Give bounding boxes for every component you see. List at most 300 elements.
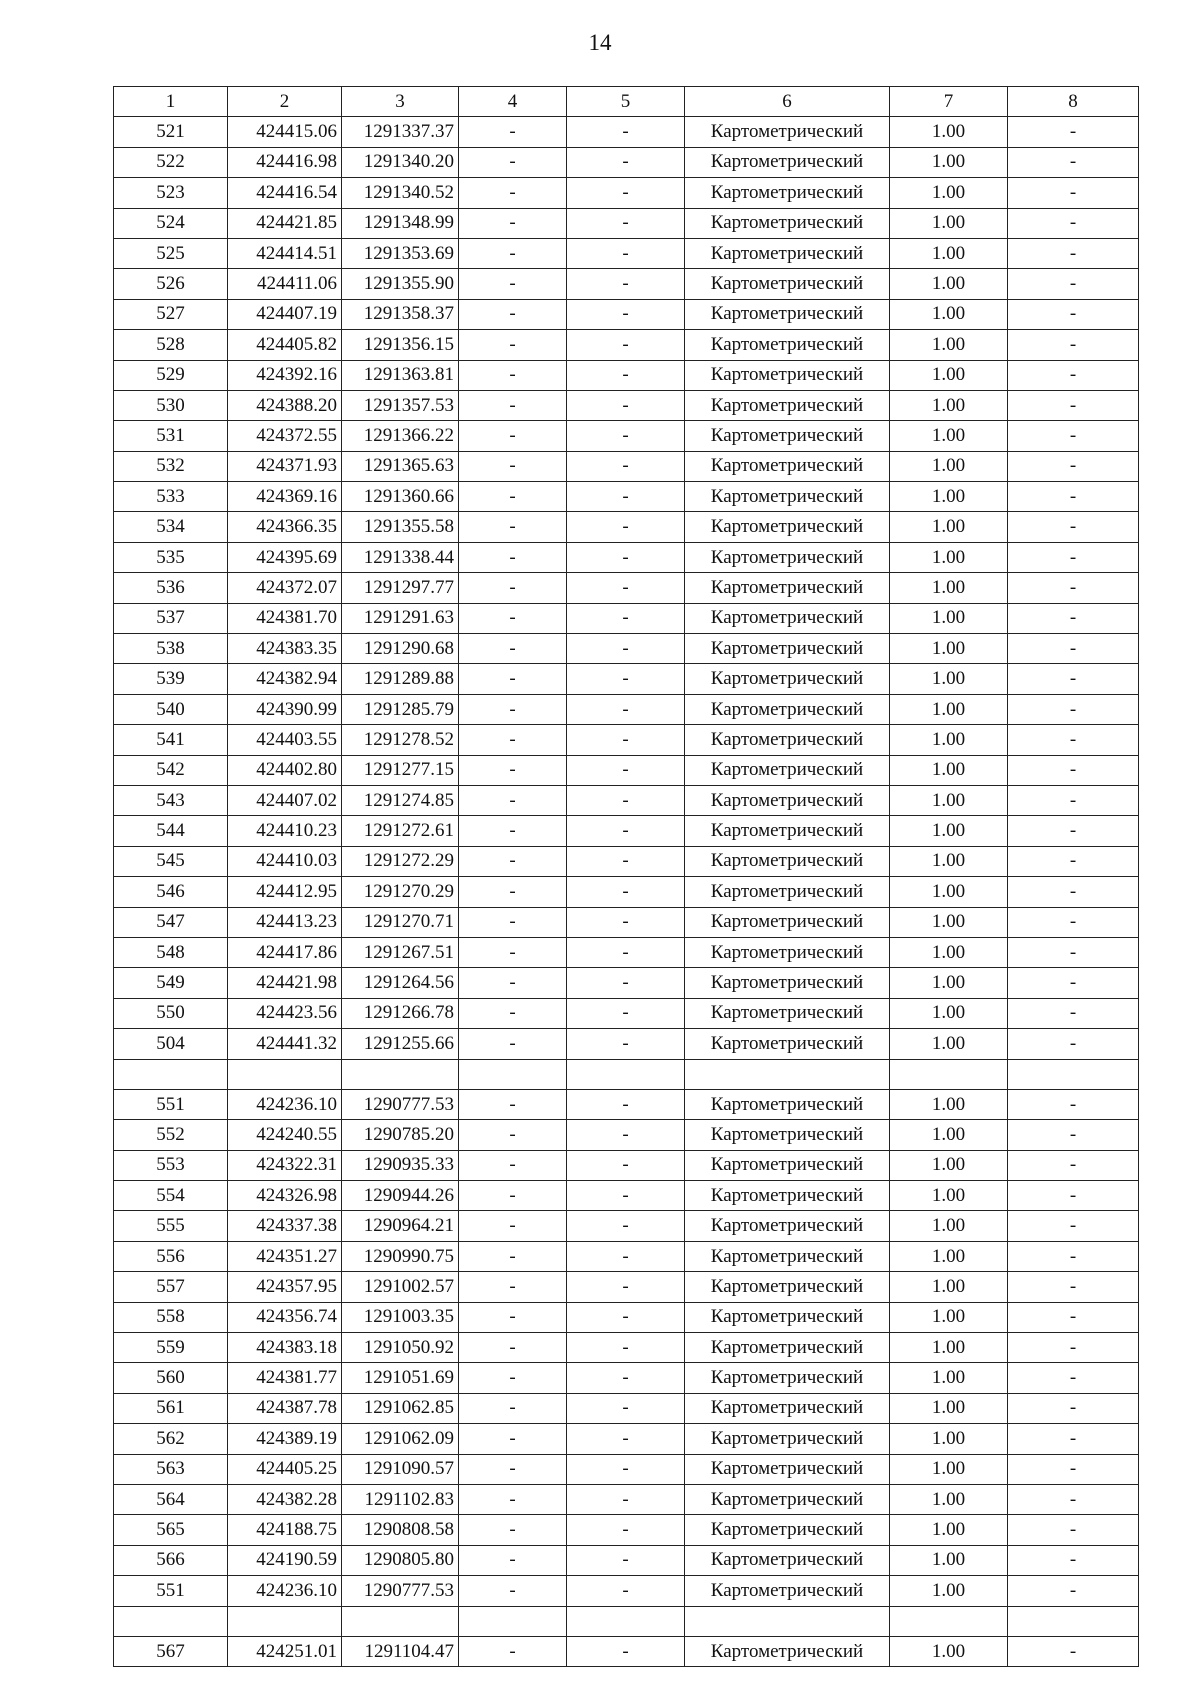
table-cell-col-1: 545 [114, 846, 228, 876]
table-cell-col-7: 1.00 [890, 390, 1008, 420]
table-cell-col-8: - [1008, 907, 1139, 937]
table-cell-col-5: - [567, 1241, 685, 1271]
table-cell-col-5: - [567, 1150, 685, 1180]
table-cell-col-1: 541 [114, 725, 228, 755]
column-header: 4 [459, 87, 567, 117]
table-cell-col-8: - [1008, 208, 1139, 238]
table-cell-col-2: 424357.95 [228, 1272, 342, 1302]
table-cell-col-1: 534 [114, 512, 228, 542]
table-cell-col-7: 1.00 [890, 1302, 1008, 1332]
table-cell-col-4 [459, 1059, 567, 1089]
table-cell-col-1: 522 [114, 147, 228, 177]
table-cell-col-7: 1.00 [890, 1211, 1008, 1241]
table-row [114, 1636, 1139, 1666]
table-cell-col-4: - [459, 1241, 567, 1271]
table-cell-col-4: - [459, 542, 567, 572]
table-cell-col-8: - [1008, 542, 1139, 572]
table-cell-col-7: 1.00 [890, 512, 1008, 542]
table-cell-col-2 [228, 1606, 342, 1636]
table-cell-col-2 [228, 1059, 342, 1089]
table-cell-col-6: Картометрический [685, 1363, 890, 1393]
table-cell-col-1: 547 [114, 907, 228, 937]
table-cell-col-8: - [1008, 877, 1139, 907]
table-cell-col-5: - [567, 1272, 685, 1302]
table-cell-col-7: 1.00 [890, 603, 1008, 633]
table-cell-col-1: 542 [114, 755, 228, 785]
table-cell-col-4: - [459, 178, 567, 208]
table-cell-col-8: - [1008, 1393, 1139, 1423]
table-cell-col-8: - [1008, 1576, 1139, 1606]
table-cell-col-8: - [1008, 694, 1139, 724]
table-cell-col-3: 1291357.53 [342, 390, 459, 420]
table-cell-col-4: - [459, 512, 567, 542]
table-cell-col-6: Картометрический [685, 968, 890, 998]
table-row [114, 694, 1139, 724]
table-cell-col-7: 1.00 [890, 816, 1008, 846]
table-cell-col-4: - [459, 725, 567, 755]
table-cell-col-3: 1291340.52 [342, 178, 459, 208]
table-cell-col-8: - [1008, 1424, 1139, 1454]
table-cell-col-7: 1.00 [890, 1454, 1008, 1484]
table-cell-col-3: 1291002.57 [342, 1272, 459, 1302]
table-cell-col-5: - [567, 725, 685, 755]
table-cell-col-3: 1290990.75 [342, 1241, 459, 1271]
coordinates-table [113, 86, 1139, 1667]
table-cell-col-5: - [567, 998, 685, 1028]
table-cell-col-3: 1291285.79 [342, 694, 459, 724]
table-cell-col-1: 554 [114, 1181, 228, 1211]
table-cell-col-5: - [567, 117, 685, 147]
table-cell-col-5: - [567, 755, 685, 785]
table-cell-col-3: 1291270.29 [342, 877, 459, 907]
table-cell-col-1: 544 [114, 816, 228, 846]
table-cell-col-2: 424240.55 [228, 1120, 342, 1150]
table-cell-col-2: 424389.19 [228, 1424, 342, 1454]
table-cell-col-7: 1.00 [890, 1636, 1008, 1666]
column-header: 2 [228, 87, 342, 117]
table-cell-col-2: 424410.03 [228, 846, 342, 876]
table-cell-col-7: 1.00 [890, 877, 1008, 907]
table-cell-col-2: 424383.18 [228, 1333, 342, 1363]
table-cell-col-1: 525 [114, 238, 228, 268]
table-cell-col-1: 555 [114, 1211, 228, 1241]
table-cell-col-3: 1290777.53 [342, 1089, 459, 1119]
table-cell-col-4: - [459, 694, 567, 724]
table-cell-col-6 [685, 1606, 890, 1636]
table-row [114, 1545, 1139, 1575]
table-cell-col-7 [890, 1606, 1008, 1636]
table-cell-col-8: - [1008, 846, 1139, 876]
table-cell-col-7: 1.00 [890, 330, 1008, 360]
table-cell-col-3: 1291365.63 [342, 451, 459, 481]
table-cell-col-4: - [459, 1424, 567, 1454]
table-cell-col-5: - [567, 937, 685, 967]
table-row [114, 664, 1139, 694]
table-cell-col-1: 549 [114, 968, 228, 998]
table-cell-col-4: - [459, 1302, 567, 1332]
table-cell-col-6: Картометрический [685, 1120, 890, 1150]
table-cell-col-5: - [567, 238, 685, 268]
table-cell-col-3: 1291363.81 [342, 360, 459, 390]
table-cell-col-6: Картометрический [685, 1211, 890, 1241]
table-cell-col-6: Картометрический [685, 1029, 890, 1059]
table-row [114, 603, 1139, 633]
table-cell-col-8: - [1008, 1241, 1139, 1271]
table-cell-col-8 [1008, 1059, 1139, 1089]
table-cell-col-5: - [567, 877, 685, 907]
table-cell-col-7: 1.00 [890, 1393, 1008, 1423]
table-cell-col-2: 424390.99 [228, 694, 342, 724]
table-cell-col-3: 1290964.21 [342, 1211, 459, 1241]
table-cell-col-4: - [459, 1211, 567, 1241]
table-cell-col-5: - [567, 390, 685, 420]
table-row [114, 1241, 1139, 1271]
table-cell-col-5: - [567, 694, 685, 724]
table-cell-col-7: 1.00 [890, 846, 1008, 876]
table-cell-col-1: 560 [114, 1363, 228, 1393]
table-row [114, 1059, 1139, 1089]
table-cell-col-8: - [1008, 390, 1139, 420]
table-cell-col-4: - [459, 907, 567, 937]
table-row [114, 968, 1139, 998]
table-cell-col-5: - [567, 1424, 685, 1454]
table-cell-col-8: - [1008, 634, 1139, 664]
table-cell-col-7: 1.00 [890, 451, 1008, 481]
table-cell-col-4: - [459, 664, 567, 694]
table-cell-col-2: 424366.35 [228, 512, 342, 542]
table-cell-col-4: - [459, 846, 567, 876]
table-row [114, 1120, 1139, 1150]
table-cell-col-6: Картометрический [685, 1454, 890, 1484]
table-cell-col-1: 561 [114, 1393, 228, 1423]
table-cell-col-3: 1291355.90 [342, 269, 459, 299]
table-cell-col-5: - [567, 573, 685, 603]
table-cell-col-4: - [459, 238, 567, 268]
table-cell-col-6: Картометрический [685, 299, 890, 329]
table-cell-col-7: 1.00 [890, 634, 1008, 664]
table-cell-col-7: 1.00 [890, 1241, 1008, 1271]
table-cell-col-3: 1291348.99 [342, 208, 459, 238]
table-cell-col-6: Картометрический [685, 1484, 890, 1514]
table-cell-col-5: - [567, 664, 685, 694]
table-cell-col-4: - [459, 1029, 567, 1059]
table-cell-col-5: - [567, 907, 685, 937]
table-cell-col-6: Картометрический [685, 1515, 890, 1545]
table-cell-col-5: - [567, 269, 685, 299]
table-cell-col-5: - [567, 147, 685, 177]
table-cell-col-7: 1.00 [890, 725, 1008, 755]
table-cell-col-8: - [1008, 1029, 1139, 1059]
table-row [114, 998, 1139, 1028]
table-cell-col-4: - [459, 1272, 567, 1302]
table-cell-col-6: Картометрический [685, 998, 890, 1028]
table-cell-col-6: Картометрический [685, 1636, 890, 1666]
table-row [114, 755, 1139, 785]
table-cell-col-7: 1.00 [890, 147, 1008, 177]
column-header: 7 [890, 87, 1008, 117]
table-cell-col-8: - [1008, 1636, 1139, 1666]
table-cell-col-4: - [459, 482, 567, 512]
table-cell-col-4: - [459, 937, 567, 967]
table-cell-col-7: 1.00 [890, 1424, 1008, 1454]
table-row [114, 512, 1139, 542]
table-cell-col-5: - [567, 1333, 685, 1363]
table-row [114, 1333, 1139, 1363]
table-cell-col-5 [567, 1606, 685, 1636]
table-cell-col-5: - [567, 208, 685, 238]
table-cell-col-1: 551 [114, 1089, 228, 1119]
table-row [114, 1029, 1139, 1059]
table-row [114, 725, 1139, 755]
table-header-row [114, 87, 1139, 117]
table-cell-col-8: - [1008, 299, 1139, 329]
table-cell-col-7: 1.00 [890, 907, 1008, 937]
table-cell-col-3: 1291337.37 [342, 117, 459, 147]
table-cell-col-4: - [459, 1545, 567, 1575]
table-cell-col-1: 563 [114, 1454, 228, 1484]
table-cell-col-8: - [1008, 1272, 1139, 1302]
table-cell-col-8: - [1008, 1211, 1139, 1241]
table-cell-col-1: 557 [114, 1272, 228, 1302]
table-cell-col-5: - [567, 846, 685, 876]
table-row [114, 330, 1139, 360]
table-cell-col-1: 532 [114, 451, 228, 481]
table-cell-col-1: 536 [114, 573, 228, 603]
table-cell-col-8: - [1008, 1302, 1139, 1332]
table-cell-col-1: 553 [114, 1150, 228, 1180]
table-cell-col-3: 1291358.37 [342, 299, 459, 329]
table-cell-col-5: - [567, 1515, 685, 1545]
table-cell-col-8 [1008, 1606, 1139, 1636]
table-cell-col-3: 1290808.58 [342, 1515, 459, 1545]
table-cell-col-2: 424413.23 [228, 907, 342, 937]
table-cell-col-3: 1291277.15 [342, 755, 459, 785]
column-header: 6 [685, 87, 890, 117]
table-cell-col-5: - [567, 1089, 685, 1119]
table-cell-col-2: 424416.98 [228, 147, 342, 177]
table-cell-col-8: - [1008, 1150, 1139, 1180]
table-cell-col-5: - [567, 1363, 685, 1393]
table-cell-col-6: Картометрический [685, 178, 890, 208]
table-cell-col-1: 551 [114, 1576, 228, 1606]
table-row [114, 1393, 1139, 1423]
table-cell-col-6: Картометрический [685, 1424, 890, 1454]
table-cell-col-5: - [567, 1211, 685, 1241]
table-cell-col-2: 424403.55 [228, 725, 342, 755]
table-cell-col-5 [567, 1059, 685, 1089]
table-cell-col-7: 1.00 [890, 1150, 1008, 1180]
table-cell-col-3: 1291090.57 [342, 1454, 459, 1484]
table-cell-col-7: 1.00 [890, 421, 1008, 451]
table-cell-col-6: Картометрический [685, 785, 890, 815]
table-cell-col-8: - [1008, 178, 1139, 208]
table-cell-col-6: Картометрический [685, 1272, 890, 1302]
table-cell-col-8: - [1008, 664, 1139, 694]
table-row [114, 451, 1139, 481]
table-cell-col-3: 1291104.47 [342, 1636, 459, 1666]
table-cell-col-5: - [567, 542, 685, 572]
table-cell-col-5: - [567, 451, 685, 481]
table-cell-col-5: - [567, 512, 685, 542]
table-cell-col-4: - [459, 451, 567, 481]
table-cell-col-6: Картометрический [685, 603, 890, 633]
table-cell-col-4: - [459, 634, 567, 664]
table-cell-col-3: 1291340.20 [342, 147, 459, 177]
table-cell-col-6 [685, 1059, 890, 1089]
table-cell-col-1: 548 [114, 937, 228, 967]
table-cell-col-6: Картометрический [685, 846, 890, 876]
table-cell-col-2: 424405.82 [228, 330, 342, 360]
table-cell-col-1: 546 [114, 877, 228, 907]
table-cell-col-6: Картометрический [685, 877, 890, 907]
table-cell-col-4: - [459, 360, 567, 390]
table-cell-col-3: 1291102.83 [342, 1484, 459, 1514]
table-cell-col-6: Картометрический [685, 1333, 890, 1363]
table-cell-col-3: 1291278.52 [342, 725, 459, 755]
table-cell-col-2: 424416.54 [228, 178, 342, 208]
table-cell-col-5: - [567, 785, 685, 815]
table-cell-col-8: - [1008, 238, 1139, 268]
table-cell-col-7: 1.00 [890, 1029, 1008, 1059]
table-row [114, 360, 1139, 390]
table-cell-col-1: 558 [114, 1302, 228, 1332]
table-cell-col-1: 556 [114, 1241, 228, 1271]
table-cell-col-6: Картометрический [685, 390, 890, 420]
table-cell-col-3: 1290785.20 [342, 1120, 459, 1150]
table-row [114, 1515, 1139, 1545]
table-cell-col-2: 424392.16 [228, 360, 342, 390]
table-cell-col-7: 1.00 [890, 694, 1008, 724]
table-cell-col-8: - [1008, 451, 1139, 481]
table-cell-col-3: 1291297.77 [342, 573, 459, 603]
table-cell-col-4: - [459, 390, 567, 420]
table-cell-col-6: Картометрический [685, 907, 890, 937]
table-row [114, 299, 1139, 329]
table-cell-col-2: 424381.70 [228, 603, 342, 633]
table-row [114, 178, 1139, 208]
column-header: 5 [567, 87, 685, 117]
table-cell-col-5: - [567, 603, 685, 633]
table-cell-col-2: 424383.35 [228, 634, 342, 664]
table-cell-col-7: 1.00 [890, 178, 1008, 208]
table-cell-col-8: - [1008, 725, 1139, 755]
table-cell-col-5: - [567, 299, 685, 329]
table-body [114, 117, 1139, 1667]
table-cell-col-1: 524 [114, 208, 228, 238]
table-row [114, 1484, 1139, 1514]
table-cell-col-5: - [567, 1302, 685, 1332]
table-cell-col-1: 538 [114, 634, 228, 664]
table-cell-col-4 [459, 1606, 567, 1636]
table-row [114, 816, 1139, 846]
column-header: 8 [1008, 87, 1139, 117]
table-cell-col-1: 562 [114, 1424, 228, 1454]
table-cell-col-3: 1291291.63 [342, 603, 459, 633]
table-cell-col-2: 424236.10 [228, 1089, 342, 1119]
table-cell-col-2: 424381.77 [228, 1363, 342, 1393]
table-cell-col-2: 424371.93 [228, 451, 342, 481]
table-cell-col-6: Картометрический [685, 755, 890, 785]
table-cell-col-8: - [1008, 360, 1139, 390]
table-cell-col-1: 539 [114, 664, 228, 694]
table-cell-col-8: - [1008, 1333, 1139, 1363]
table-cell-col-2: 424372.07 [228, 573, 342, 603]
table-cell-col-6: Картометрический [685, 816, 890, 846]
table-cell-col-1: 540 [114, 694, 228, 724]
table-row [114, 1576, 1139, 1606]
table-cell-col-3: 1291255.66 [342, 1029, 459, 1059]
table-cell-col-7: 1.00 [890, 998, 1008, 1028]
table-cell-col-3: 1291050.92 [342, 1333, 459, 1363]
table-cell-col-6: Картометрический [685, 664, 890, 694]
table-cell-col-3: 1291360.66 [342, 482, 459, 512]
table-cell-col-6: Картометрический [685, 1150, 890, 1180]
table-cell-col-2: 424410.23 [228, 816, 342, 846]
table-row [114, 785, 1139, 815]
table-cell-col-8: - [1008, 512, 1139, 542]
table-cell-col-2: 424421.85 [228, 208, 342, 238]
table-cell-col-4: - [459, 1484, 567, 1514]
table-cell-col-2: 424421.98 [228, 968, 342, 998]
table-row [114, 877, 1139, 907]
table-cell-col-1: 530 [114, 390, 228, 420]
table-cell-col-7: 1.00 [890, 360, 1008, 390]
table-cell-col-8: - [1008, 1515, 1139, 1545]
table-cell-col-2: 424407.02 [228, 785, 342, 815]
table-cell-col-6: Картометрический [685, 512, 890, 542]
table-cell-col-2: 424236.10 [228, 1576, 342, 1606]
table-cell-col-4: - [459, 1181, 567, 1211]
table-row [114, 573, 1139, 603]
table-cell-col-6: Картометрический [685, 1576, 890, 1606]
table-row [114, 390, 1139, 420]
table-cell-col-8: - [1008, 482, 1139, 512]
table-cell-col-6: Картометрический [685, 147, 890, 177]
table-cell-col-7: 1.00 [890, 299, 1008, 329]
table-cell-col-7: 1.00 [890, 1576, 1008, 1606]
table-cell-col-7: 1.00 [890, 1515, 1008, 1545]
table-cell-col-4: - [459, 117, 567, 147]
table-cell-col-5: - [567, 1576, 685, 1606]
table-cell-col-4: - [459, 330, 567, 360]
table-cell-col-4: - [459, 1393, 567, 1423]
table-cell-col-6: Картометрический [685, 1302, 890, 1332]
table-cell-col-5: - [567, 360, 685, 390]
table-cell-col-4: - [459, 1454, 567, 1484]
table-row [114, 482, 1139, 512]
table-cell-col-3: 1291266.78 [342, 998, 459, 1028]
table-cell-col-4: - [459, 1515, 567, 1545]
table-cell-col-4: - [459, 998, 567, 1028]
table-cell-col-2: 424395.69 [228, 542, 342, 572]
table-cell-col-3: 1290805.80 [342, 1545, 459, 1575]
table-cell-col-4: - [459, 299, 567, 329]
table-cell-col-4: - [459, 1150, 567, 1180]
table-cell-col-6: Картометрический [685, 421, 890, 451]
table-cell-col-2: 424412.95 [228, 877, 342, 907]
table-cell-col-3: 1291274.85 [342, 785, 459, 815]
table-cell-col-6: Картометрический [685, 634, 890, 664]
table-cell-col-2: 424356.74 [228, 1302, 342, 1332]
table-cell-col-2: 424407.19 [228, 299, 342, 329]
table-cell-col-7: 1.00 [890, 1120, 1008, 1150]
table-cell-col-3: 1291272.61 [342, 816, 459, 846]
table-cell-col-2: 424415.06 [228, 117, 342, 147]
table-row [114, 1150, 1139, 1180]
table-cell-col-2: 424382.94 [228, 664, 342, 694]
table-cell-col-6: Картометрический [685, 1393, 890, 1423]
table-row [114, 421, 1139, 451]
